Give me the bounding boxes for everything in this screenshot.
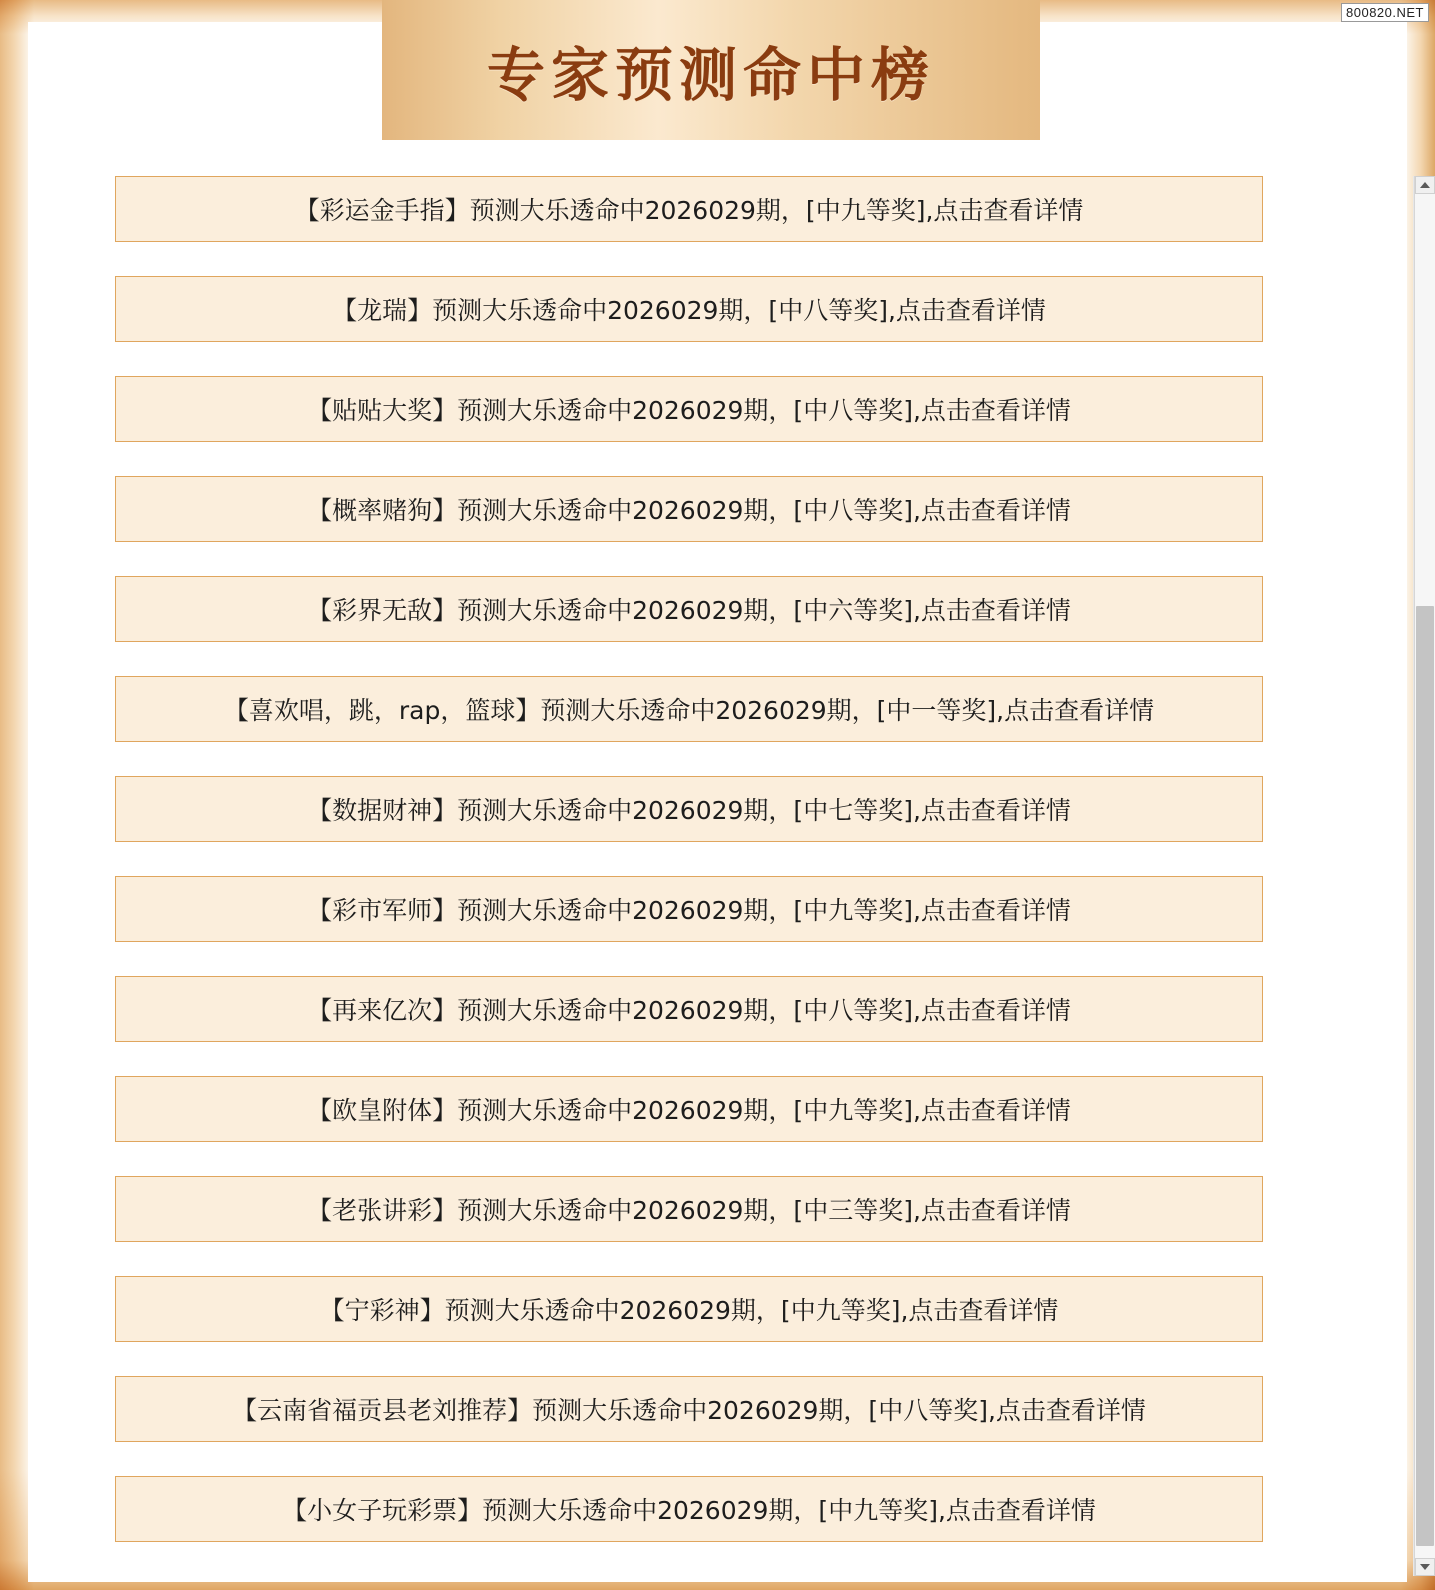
list-item[interactable] [115, 1176, 1263, 1242]
list-scrollbar[interactable] [1414, 176, 1435, 1576]
prediction-list [115, 176, 1290, 1576]
list-item[interactable] [115, 876, 1263, 942]
list-item[interactable] [115, 976, 1263, 1042]
list-item[interactable] [115, 1276, 1263, 1342]
page-title: 专家预测命中榜 [486, 41, 935, 109]
scroll-up-button[interactable] [1415, 176, 1435, 194]
list-item[interactable] [115, 576, 1263, 642]
list-item[interactable] [115, 776, 1263, 842]
list-item[interactable] [115, 476, 1263, 542]
list-item[interactable] [115, 376, 1263, 442]
scroll-down-button[interactable] [1415, 1558, 1435, 1576]
list-item[interactable] [115, 1376, 1263, 1442]
list-item[interactable] [115, 276, 1263, 342]
chevron-up-icon [1420, 182, 1430, 188]
list-item[interactable] [115, 1476, 1263, 1542]
list-item-label: 【贴贴大奖】预测大乐透命中2026029期，[中八等奖],点击查看详情 [307, 396, 1071, 425]
list-item-label: 【数据财神】预测大乐透命中2026029期，[中七等奖],点击查看详情 [307, 796, 1071, 825]
chevron-down-icon [1420, 1564, 1430, 1570]
list-item[interactable] [115, 1076, 1263, 1142]
list-item-label: 【喜欢唱，跳，rap，篮球】预测大乐透命中2026029期，[中一等奖],点击查看详情 [223, 696, 1155, 725]
list-item-label: 【宁彩神】预测大乐透命中2026029期，[中九等奖],点击查看详情 [319, 1296, 1059, 1325]
list-item-label: 【彩市军师】预测大乐透命中2026029期，[中九等奖],点击查看详情 [307, 896, 1071, 925]
list-item-label: 【小女子玩彩票】预测大乐透命中2026029期，[中九等奖],点击查看详情 [282, 1496, 1096, 1525]
list-item-label: 【概率赌狗】预测大乐透命中2026029期，[中八等奖],点击查看详情 [307, 496, 1071, 525]
page-title-banner [382, 0, 1040, 140]
list-item[interactable] [115, 176, 1263, 242]
list-item-label: 【龙瑞】预测大乐透命中2026029期，[中八等奖],点击查看详情 [332, 296, 1046, 325]
list-item-label: 【彩界无敌】预测大乐透命中2026029期，[中六等奖],点击查看详情 [307, 596, 1071, 625]
list-item-label: 【老张讲彩】预测大乐透命中2026029期，[中三等奖],点击查看详情 [307, 1196, 1071, 1225]
list-item[interactable] [115, 676, 1263, 742]
scrollbar-thumb[interactable] [1416, 606, 1434, 1546]
list-item-label: 【欧皇附体】预测大乐透命中2026029期，[中九等奖],点击查看详情 [307, 1096, 1071, 1125]
list-item-label: 【云南省福贡县老刘推荐】预测大乐透命中2026029期，[中八等奖],点击查看详情 [232, 1396, 1146, 1425]
list-item-label: 【再来亿次】预测大乐透命中2026029期，[中八等奖],点击查看详情 [307, 996, 1071, 1025]
list-item-label: 【彩运金手指】预测大乐透命中2026029期，[中九等奖],点击查看详情 [294, 196, 1084, 225]
site-watermark: 800820.NET [1341, 3, 1429, 22]
